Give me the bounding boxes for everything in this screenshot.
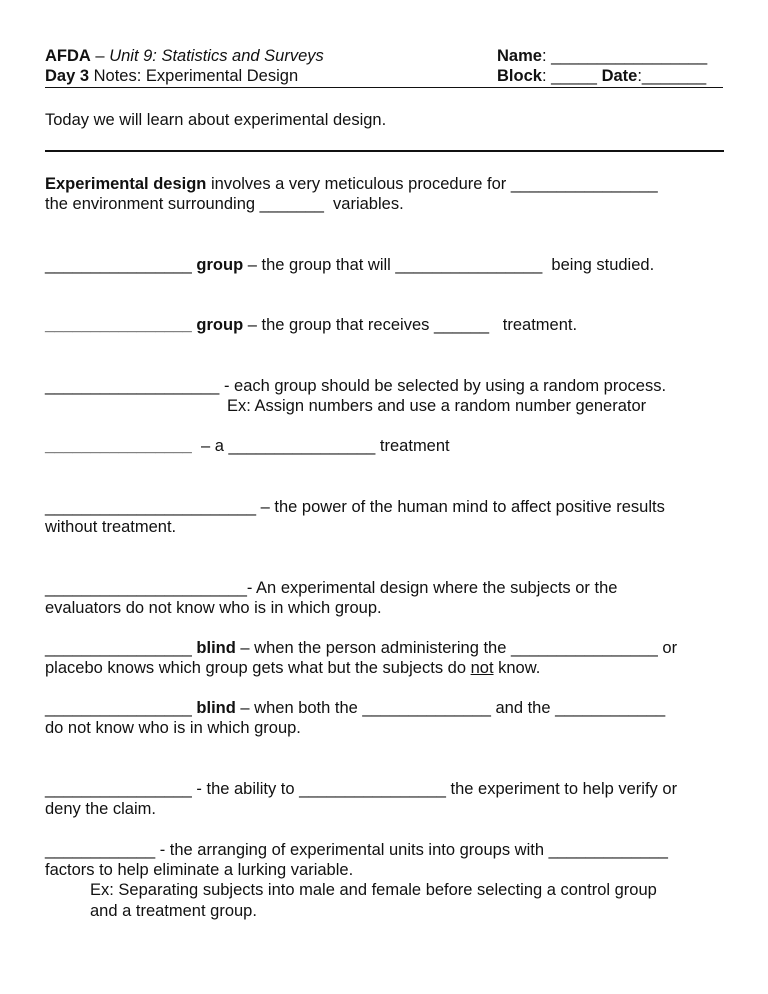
randomization-example: Ex: Assign numbers and use a random number generator xyxy=(227,397,647,415)
replication-line1: ________________ - the ability to ________________ the experiment to help verify or xyxy=(45,780,678,798)
date-blank: :_______ xyxy=(637,67,707,85)
control-group-text: – the group that will ________________ being studied. xyxy=(243,256,655,274)
treatment-group-term: group xyxy=(196,316,244,334)
single-blind-term: blind xyxy=(196,639,236,657)
single-blind-line2-a: placebo knows which group gets what but the subjects do xyxy=(45,659,471,677)
control-group-blank: ________________ xyxy=(45,256,197,274)
exp-design-line1 xyxy=(45,174,658,194)
header-divider xyxy=(45,87,723,88)
blind-exp-line1: ______________________- An experimental design where the subjects or the xyxy=(45,579,618,597)
randomization-line: ___________________ - each group should be selected by using a random process. xyxy=(45,377,667,395)
double-blind-text: – when both the ______________ and the ____________ xyxy=(235,699,666,717)
block-date-field[interactable] xyxy=(497,66,706,86)
single-blind-line2 xyxy=(45,658,540,678)
single-blind-text: – when the person administering the ________________ or xyxy=(235,639,678,657)
header-left-line2 xyxy=(45,66,298,86)
control-group-term: group xyxy=(196,256,244,274)
exp-design-text: involves a very meticulous procedure for ________________ xyxy=(206,175,658,193)
placebo-effect-line2: without treatment. xyxy=(45,518,177,536)
single-blind-line1 xyxy=(45,638,677,658)
single-blind-line2-b: know. xyxy=(493,659,541,677)
notes-title: Notes: Experimental Design xyxy=(89,67,299,85)
header-left-line1 xyxy=(45,46,324,66)
course-label: AFDA xyxy=(45,47,91,65)
placebo-effect-line1: _______________________ – the power of the human mind to affect positive results xyxy=(45,498,665,516)
name-field[interactable] xyxy=(497,46,707,66)
exp-design-term: Experimental design xyxy=(45,175,207,193)
treatment-group-text: – the group that receives ______ treatment. xyxy=(243,316,578,334)
blocking-example1: Ex: Separating subjects into male and female before selecting a control group xyxy=(90,881,657,899)
single-blind-blank: ________________ xyxy=(45,639,197,657)
treatment-group-blank: ________________ xyxy=(45,316,197,334)
blind-exp-line2: evaluators do not know who is in which group. xyxy=(45,599,382,617)
double-blind-blank: ________________ xyxy=(45,699,197,717)
blocking-line1: ____________ - the arranging of experimental units into groups with _____________ xyxy=(45,841,668,859)
day-label: Day 3 xyxy=(45,67,90,85)
single-blind-not: not xyxy=(470,659,494,677)
intro-text: Today we will learn about experimental design. xyxy=(45,111,387,129)
double-blind-line2: do not know who is in which group. xyxy=(45,719,301,737)
block-label: Block xyxy=(497,67,542,85)
placebo-text: – a ________________ treatment xyxy=(191,437,450,455)
blocking-example2: and a treatment group. xyxy=(90,902,257,920)
control-group-line xyxy=(45,255,654,275)
double-blind-term: blind xyxy=(196,699,236,717)
blocking-line2: factors to help eliminate a lurking variable. xyxy=(45,861,354,879)
double-blind-line1 xyxy=(45,698,665,718)
placebo-blank: ________________ xyxy=(45,437,192,455)
block-blank: : _____ xyxy=(541,67,602,85)
replication-line2: deny the claim. xyxy=(45,800,156,818)
treatment-group-line xyxy=(45,315,577,335)
unit-title: Unit 9: Statistics and Surveys xyxy=(109,47,324,65)
header-dash: – xyxy=(90,47,110,65)
intro-divider xyxy=(45,150,724,152)
exp-design-line2: the environment surrounding _______ variables. xyxy=(45,195,404,213)
name-label: Name xyxy=(497,47,542,65)
placebo-line xyxy=(45,436,450,456)
name-blank: : _________________ xyxy=(541,47,708,65)
date-label: Date xyxy=(601,67,638,85)
